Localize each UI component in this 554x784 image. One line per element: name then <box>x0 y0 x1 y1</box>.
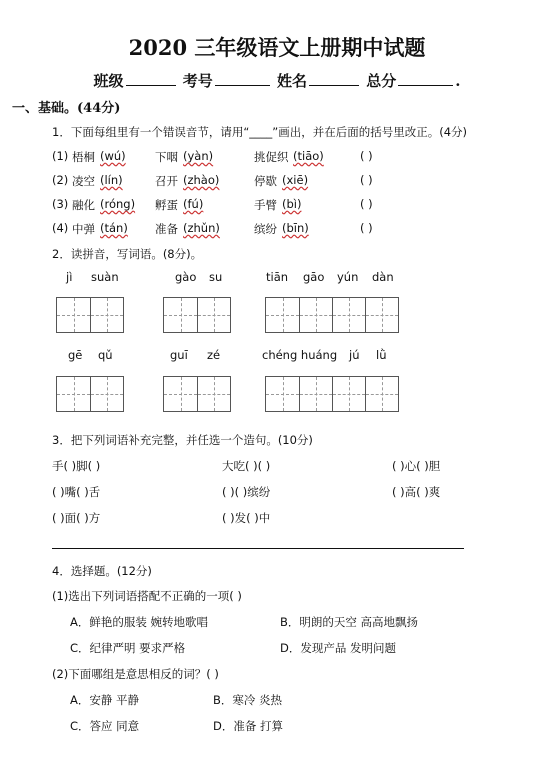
choice-option-d[interactable]: D．准备 打算 <box>213 719 284 733</box>
q1-word: 停歇 <box>254 174 277 188</box>
q1-word: 凌空 <box>72 174 95 188</box>
q1-pinyin[interactable]: (zhào) <box>183 173 220 187</box>
choice-option-b[interactable]: B．明朗的天空 高高地飘扬 <box>280 615 419 629</box>
name-label: 姓名 <box>277 72 308 90</box>
q1-row-num: (4) <box>52 221 69 235</box>
idiom-fill-item[interactable]: 大吃( )( ) <box>222 459 271 473</box>
idiom-fill-item[interactable]: ( )发( )中 <box>222 511 271 525</box>
q1-answer-paren[interactable]: ( ) <box>360 221 373 235</box>
info-end: . <box>455 72 461 90</box>
q4-sub1-question: (1)选出下列词语搭配不正确的一项( ) <box>52 589 242 603</box>
idiom-fill-item[interactable]: ( )面( )方 <box>52 511 101 525</box>
idiom-fill-item[interactable]: ( )嘴( )舌 <box>52 485 101 499</box>
grid-cell[interactable] <box>365 377 398 411</box>
q3-prompt: 3．把下列词语补充完整，并任选一个造句。(10分) <box>52 433 313 447</box>
q1-prompt: 1．下面每组里有一个错误音节，请用“____”画出，并在后面的括号里改正。(4分) <box>52 125 468 139</box>
pinyin-label: gē <box>68 348 83 362</box>
choice-option-a[interactable]: A．安静 平静 <box>70 693 140 707</box>
q1-word: 孵蛋 <box>155 198 178 212</box>
grid-cell[interactable] <box>266 298 299 332</box>
pinyin-label: suàn <box>91 270 119 284</box>
q1-word: 准备 <box>155 222 178 236</box>
grid-cell[interactable] <box>90 377 123 411</box>
pinyin-label: su <box>209 270 223 284</box>
q1-word: 召开 <box>155 174 178 188</box>
q1-word: 缤纷 <box>254 222 277 236</box>
grid-cell[interactable] <box>164 377 197 411</box>
q1-answer-paren[interactable]: ( ) <box>360 197 373 211</box>
idiom-fill-item[interactable]: ( )( )缤纷 <box>222 485 271 499</box>
q1-word: 下咽 <box>155 150 178 164</box>
pinyin-label: jú <box>349 348 360 362</box>
section-heading: 一、基础。(44分) <box>12 101 121 116</box>
idiom-fill-item[interactable]: ( )高( )爽 <box>392 485 441 499</box>
q1-answer-paren[interactable]: ( ) <box>360 173 373 187</box>
writing-grid[interactable] <box>56 376 124 412</box>
pinyin-label: dàn <box>372 270 394 284</box>
writing-grid[interactable] <box>56 297 124 333</box>
q1-answer-paren[interactable]: ( ) <box>360 149 373 163</box>
q1-pinyin[interactable]: (wú) <box>100 149 126 163</box>
q4-prompt: 4．选择题。(12分) <box>52 564 152 578</box>
score-label: 总分 <box>366 72 397 90</box>
q1-word: 中弹 <box>72 222 95 236</box>
writing-grid[interactable] <box>265 297 399 333</box>
grid-cell[interactable] <box>197 377 230 411</box>
writing-grid[interactable] <box>265 376 399 412</box>
pinyin-label: yún <box>337 270 359 284</box>
pinyin-label: qǔ <box>98 348 113 362</box>
q1-pinyin[interactable]: (bì) <box>282 197 302 211</box>
grid-cell[interactable] <box>332 298 365 332</box>
q2-prompt: 2．读拼音，写词语。(8分)。 <box>52 247 203 261</box>
name-blank[interactable] <box>309 71 359 86</box>
q1-pinyin[interactable]: (róng) <box>100 197 136 211</box>
pinyin-label: chéng huáng <box>262 348 338 362</box>
pinyin-label: gào <box>175 270 197 284</box>
pinyin-label: gāo <box>303 270 325 284</box>
grid-cell[interactable] <box>90 298 123 332</box>
class-blank[interactable] <box>126 71 176 86</box>
q1-word: 融化 <box>72 198 95 212</box>
q1-row-num: (2) <box>52 173 69 187</box>
pinyin-label: zé <box>207 348 221 362</box>
q4-sub2-question: (2)下面哪组是意思相反的词？( ) <box>52 667 219 681</box>
grid-cell[interactable] <box>365 298 398 332</box>
q1-pinyin[interactable]: (lín) <box>100 173 123 187</box>
q1-row-num: (3) <box>52 197 69 211</box>
choice-option-d[interactable]: D．发现产品 发明问题 <box>280 641 397 655</box>
q1-pinyin[interactable]: (fú) <box>183 197 204 211</box>
q1-word: 梧桐 <box>72 150 95 164</box>
number-label: 考号 <box>182 72 213 90</box>
q1-row-num: (1) <box>52 149 69 163</box>
q1-word: 手臂 <box>254 198 277 212</box>
number-blank[interactable] <box>215 71 270 86</box>
pinyin-label: jì <box>66 270 73 284</box>
q1-word: 挑促织 <box>254 150 289 164</box>
grid-cell[interactable] <box>299 377 332 411</box>
choice-option-a[interactable]: A．鲜艳的服装 婉转地歌唱 <box>70 615 209 629</box>
grid-cell[interactable] <box>197 298 230 332</box>
grid-cell[interactable] <box>332 377 365 411</box>
q1-pinyin[interactable]: (yàn) <box>183 149 214 163</box>
choice-option-c[interactable]: C．纪律严明 要求严格 <box>70 641 186 655</box>
grid-cell[interactable] <box>299 298 332 332</box>
grid-cell[interactable] <box>266 377 299 411</box>
q1-pinyin[interactable]: (zhǔn) <box>183 221 220 235</box>
pinyin-label: guī <box>170 348 188 362</box>
choice-option-c[interactable]: C．答应 同意 <box>70 719 140 733</box>
q1-pinyin[interactable]: (tán) <box>100 221 128 235</box>
idiom-fill-item[interactable]: ( )心( )胆 <box>392 459 441 473</box>
idiom-fill-item[interactable]: 手( )脚( ) <box>52 459 101 473</box>
student-info-line <box>0 70 554 91</box>
q1-pinyin[interactable]: (tiāo) <box>293 149 324 163</box>
pinyin-label: tiān <box>266 270 289 284</box>
sentence-answer-line[interactable] <box>52 548 464 549</box>
writing-grid[interactable] <box>163 376 231 412</box>
grid-cell[interactable] <box>57 298 90 332</box>
writing-grid[interactable] <box>163 297 231 333</box>
class-label: 班级 <box>93 72 124 90</box>
score-blank[interactable] <box>398 71 453 86</box>
choice-option-b[interactable]: B．寒冷 炎热 <box>213 693 283 707</box>
grid-cell[interactable] <box>164 298 197 332</box>
exam-title: 2020 三年级语文上册期中试题 <box>128 35 426 60</box>
q1-pinyin[interactable]: (bīn) <box>282 221 309 235</box>
grid-cell[interactable] <box>57 377 90 411</box>
pinyin-label: lǜ <box>376 348 387 362</box>
q1-pinyin[interactable]: (xiē) <box>282 173 309 187</box>
